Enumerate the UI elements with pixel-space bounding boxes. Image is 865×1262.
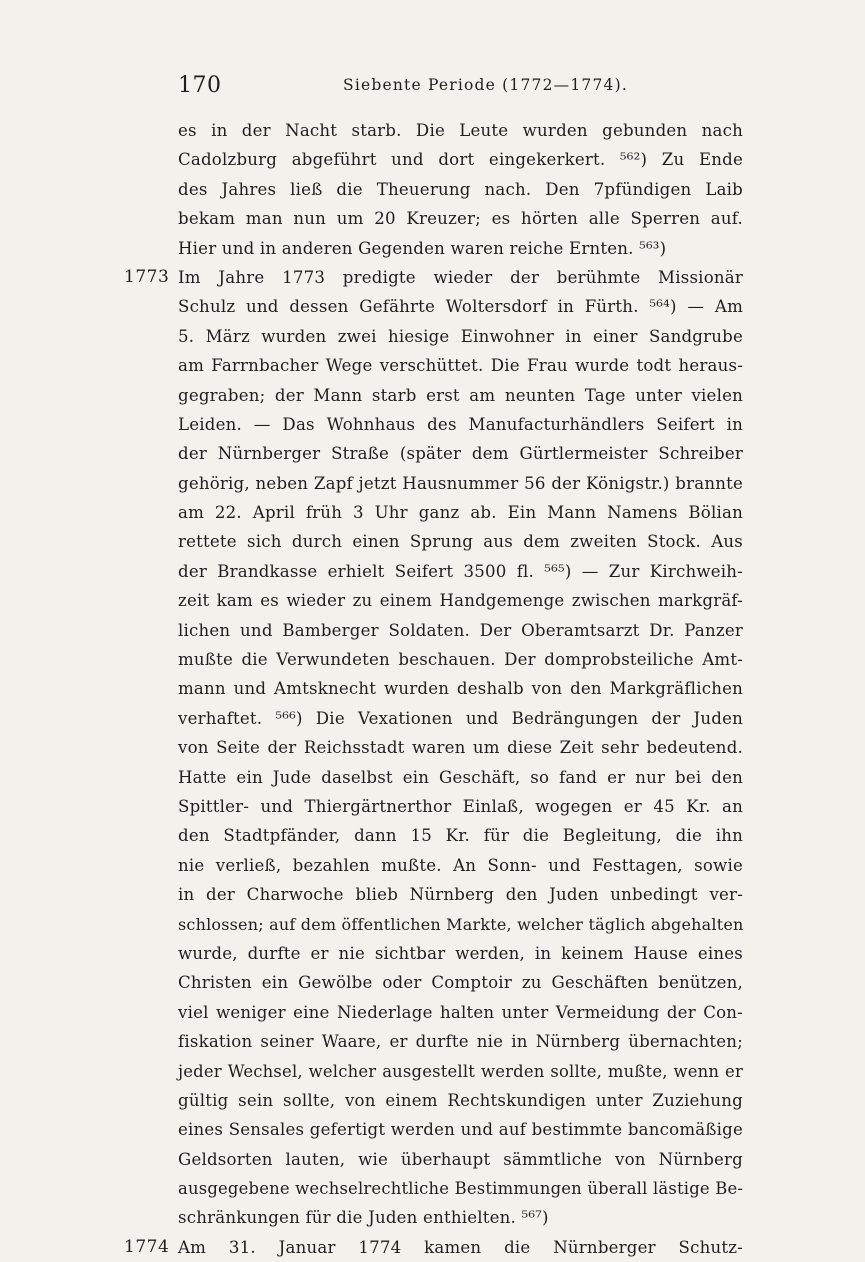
text-line: jeder Wechsel, welcher ausgestellt werden sollte, mußte, wenn er	[178, 1061, 743, 1081]
text-line: des Jahres ließ die Theuerung nach. Den 7pfündigen Laib	[178, 179, 743, 199]
text-line: mußte die Verwundeten beschauen. Der domprobsteiliche Amt-	[178, 650, 743, 670]
text-line: den Stadtpfänder, dann 15 Kr. für die Begleitung, die ihn	[178, 826, 743, 846]
text-line-content: Am 31. Januar 1774 kamen die Nürnberger Schutz-	[178, 1237, 743, 1257]
text-line: am Farrnbacher Wege verschüttet. Die Frau wurde todt heraus-	[178, 356, 743, 376]
text-line	[124, 263, 743, 292]
text-line: fiskation seiner Waare, er durfte nie in Nürnberg übernachten;	[178, 1032, 743, 1052]
text-line: bekam man nun um 20 Kreuzer; es hörten alle Sperren auf.	[178, 209, 743, 229]
text-line: eines Sensales gefertigt werden und auf bestimmte bancomäßige	[178, 1120, 743, 1140]
text-line: der Brandkasse erhielt Seifert 3500 fl. ⁵⁶⁵) — Zur Kirchweih-	[178, 561, 743, 581]
text-line: verhaftet. ⁵⁶⁶) Die Vexationen und Bedrängungen der Juden	[178, 708, 743, 728]
text-line: Cadolzburg abgeführt und dort eingekerkert. ⁵⁶²) Zu Ende	[178, 150, 743, 170]
text-line: der Nürnberger Straße (später dem Gürtlermeister Schreiber	[178, 444, 743, 464]
text-line: am 22. April früh 3 Uhr ganz ab. Ein Mann Namens Bölian	[178, 503, 743, 523]
text-line: Geldsorten lauten, wie überhaupt sämmtliche von Nürnberg	[178, 1149, 743, 1169]
text-line-content: Im Jahre 1773 predigte wieder der berühmte Missionär	[178, 267, 743, 287]
text-line: ausgegebene wechselrechtliche Bestimmungen überall lästige Be-	[178, 1179, 744, 1199]
text-line: zeit kam es wieder zu einem Handgemenge zwischen markgräf-	[178, 591, 743, 611]
running-head: Siebente Periode (1772—1774).	[343, 76, 628, 94]
text-line: lichen und Bamberger Soldaten. Der Oberamtsarzt Dr. Panzer	[178, 620, 743, 640]
text-line: mann und Amtsknecht wurden deshalb von den Markgräflichen	[178, 679, 743, 699]
text-line: Hatte ein Jude daselbst ein Geschäft, so fand er nur bei den	[178, 767, 743, 787]
text-line: wurde, durfte er nie sichtbar werden, in keinem Hause eines	[178, 943, 743, 963]
text-line: gegraben; der Mann starb erst am neunten Tage unter vielen	[178, 385, 743, 405]
text-line: nie verließ, bezahlen mußte. An Sonn- und Festtagen, sowie	[178, 855, 743, 875]
text-line: 5. März wurden zwei hiesige Einwohner in einer Sandgrube	[178, 326, 743, 346]
text-line: Christen ein Gewölbe oder Comptoir zu Geschäften benützen,	[178, 973, 743, 993]
text-line: gehörig, neben Zapf jetzt Hausnummer 56 der Königstr.) brannte	[178, 473, 743, 493]
text-line: von Seite der Reichsstadt waren um diese Zeit sehr bedeutend.	[178, 738, 743, 758]
margin-year: 1774	[124, 1236, 170, 1257]
text-line: gültig sein sollte, von einem Rechtskundigen unter Zuziehung	[178, 1090, 743, 1110]
text-line	[124, 1233, 743, 1262]
text-line: es in der Nacht starb. Die Leute wurden gebunden nach	[178, 121, 743, 140]
text-line: Hier und in anderen Gegenden waren reiche Ernten. ⁵⁶³)	[178, 238, 667, 258]
text-line: viel weniger eine Niederlage halten unter Vermeidung der Con-	[178, 1002, 743, 1022]
page-header	[178, 73, 743, 103]
page-number: 170	[178, 73, 222, 98]
text-line: Spittler- und Thiergärtnerthor Einlaß, wogegen er 45 Kr. an	[178, 796, 743, 816]
margin-year: 1773	[124, 266, 170, 287]
text-line: Leiden. — Das Wohnhaus des Manufacturhändlers Seifert in	[178, 414, 743, 434]
text-line: rettete sich durch einen Sprung aus dem zweiten Stock. Aus	[178, 532, 743, 552]
body-text	[124, 116, 744, 1262]
text-line: schränkungen für die Juden enthielten. ⁵⁶⁷)	[178, 1208, 549, 1228]
text-line: schlossen; auf dem öffentlichen Markte, welcher täglich abgehalten	[178, 914, 744, 934]
text-line: Schulz und dessen Gefährte Woltersdorf in Fürth. ⁵⁶⁴) — Am	[178, 297, 743, 317]
text-line: in der Charwoche blieb Nürnberg den Juden unbedingt ver-	[178, 885, 743, 905]
